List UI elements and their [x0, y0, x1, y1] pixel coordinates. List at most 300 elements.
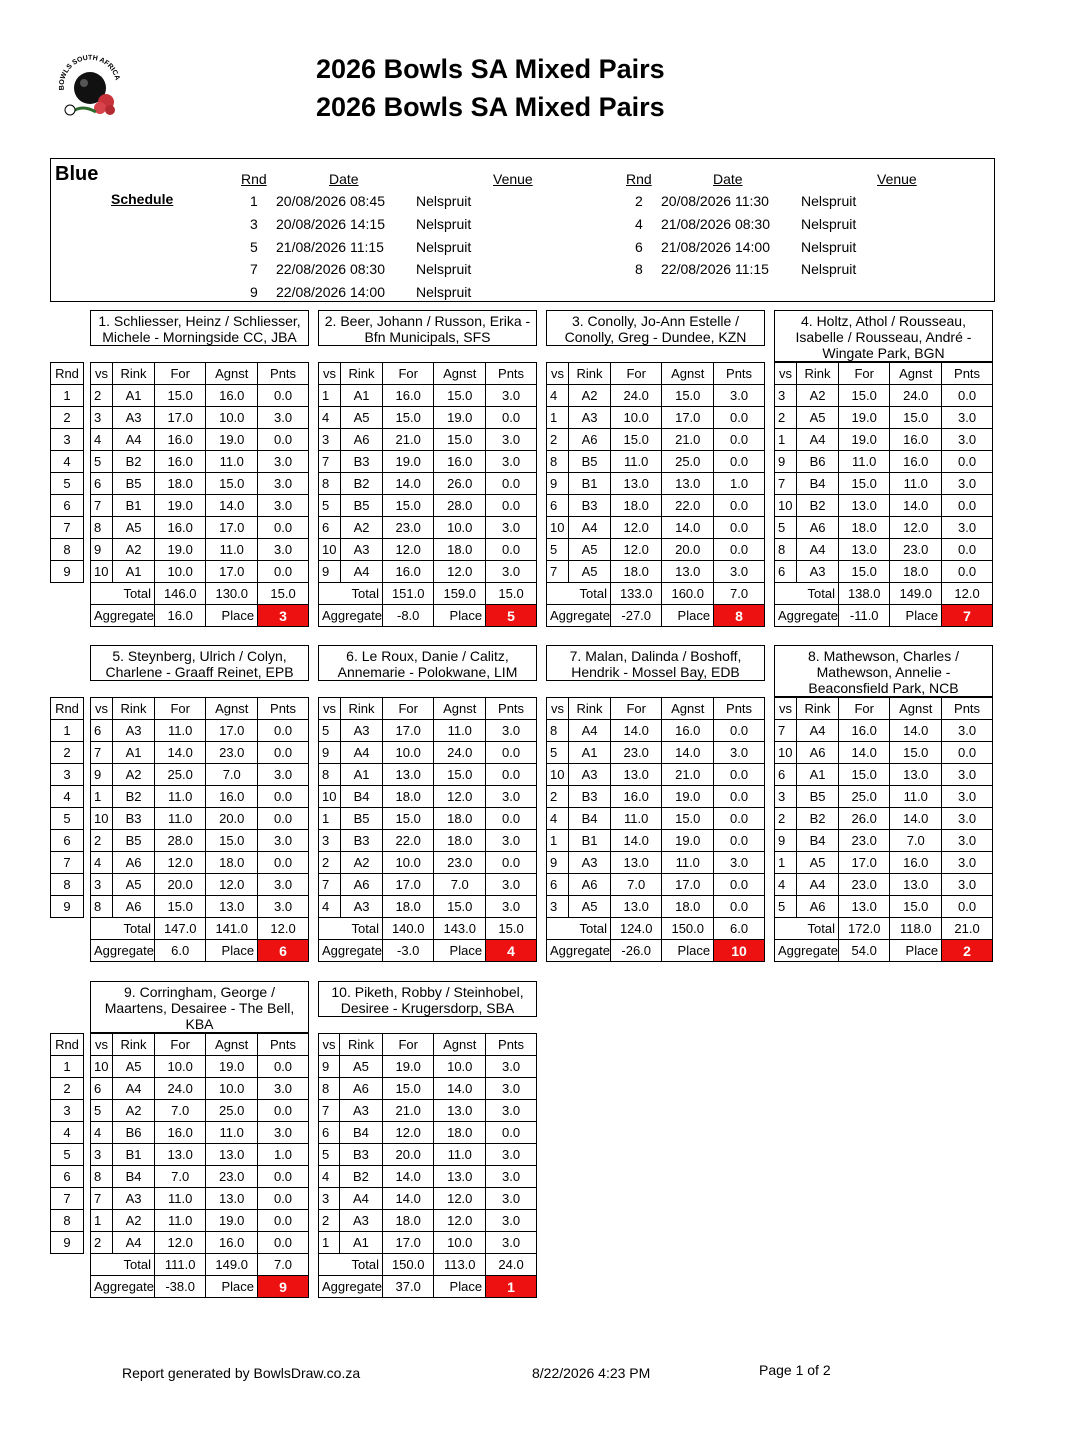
vs-cell: 10 — [319, 786, 341, 808]
for-cell: 15.0 — [611, 429, 662, 451]
aggregate-label: Aggregate — [319, 1276, 383, 1298]
rink-cell: A4 — [341, 742, 383, 764]
agnst-header: Agnst — [662, 698, 714, 720]
aggregate-row — [319, 1276, 537, 1298]
rink-cell: A5 — [569, 896, 611, 918]
vs-cell: 3 — [547, 896, 569, 918]
rink-cell: B3 — [113, 808, 155, 830]
pnts-cell: 0.0 — [258, 852, 309, 874]
table-row — [91, 1144, 309, 1166]
rnd-cell: 8 — [51, 874, 84, 896]
rnd-cell: 7 — [51, 852, 84, 874]
total-for: 138.0 — [839, 583, 890, 605]
pnts-cell: 0.0 — [486, 539, 537, 561]
round-column — [50, 697, 84, 918]
vs-cell: 5 — [319, 495, 341, 517]
agnst-cell: 16.0 — [662, 720, 714, 742]
table-row — [319, 473, 537, 495]
aggregate-label: Aggregate — [775, 940, 839, 962]
team-name: 2. Beer, Johann / Russon, Erika - Bfn Municipals, SFS — [318, 310, 537, 346]
footer-page: Page 1 of 2 — [759, 1362, 831, 1378]
vs-cell: 10 — [319, 539, 341, 561]
table-row — [319, 896, 537, 918]
place-label: Place — [890, 940, 942, 962]
vs-cell: 6 — [319, 1122, 340, 1144]
agnst-header: Agnst — [434, 363, 486, 385]
agnst-cell: 11.0 — [206, 539, 258, 561]
vs-cell: 2 — [547, 786, 569, 808]
rink-header: Rink — [113, 1034, 155, 1056]
rink-cell: B1 — [569, 830, 611, 852]
schedule-box — [50, 158, 995, 302]
team-name: 3. Conolly, Jo-Ann Estelle / Conolly, Greg - Dundee, KZN — [546, 310, 765, 346]
for-cell: 24.0 — [155, 1078, 206, 1100]
total-label: Total — [319, 918, 383, 940]
vs-cell: 4 — [319, 407, 341, 429]
rink-cell: B5 — [113, 830, 155, 852]
rink-cell: B1 — [113, 495, 155, 517]
for-cell: 16.0 — [155, 1122, 206, 1144]
for-cell: 15.0 — [839, 385, 890, 407]
vs-cell: 6 — [775, 764, 797, 786]
rink-cell: A4 — [113, 429, 155, 451]
agnst-cell: 14.0 — [662, 742, 714, 764]
pnts-cell: 3.0 — [258, 407, 309, 429]
for-cell: 26.0 — [839, 808, 890, 830]
rink-header: Rink — [797, 698, 839, 720]
agnst-cell: 14.0 — [434, 1078, 486, 1100]
for-cell: 25.0 — [839, 786, 890, 808]
agnst-cell: 18.0 — [662, 896, 714, 918]
schedule-date: 22/08/2026 08:30 — [276, 261, 385, 277]
rink-cell: A3 — [341, 539, 383, 561]
table-row — [775, 539, 993, 561]
rink-cell: A3 — [113, 1188, 155, 1210]
rink-cell: A6 — [569, 874, 611, 896]
vs-cell: 2 — [91, 385, 113, 407]
pnts-header: Pnts — [258, 363, 309, 385]
rink-cell: A5 — [339, 1056, 382, 1078]
vs-cell: 3 — [319, 830, 341, 852]
team-name: 10. Piketh, Robby / Steinhobel, Desiree - Krugersdorp, SBA — [318, 981, 537, 1017]
vs-header: vs — [319, 363, 341, 385]
total-for: 111.0 — [155, 1254, 206, 1276]
table-row — [91, 852, 309, 874]
for-header: For — [383, 363, 434, 385]
rnd-cell: 2 — [51, 407, 84, 429]
rink-cell: A1 — [113, 385, 155, 407]
vs-cell: 1 — [319, 385, 341, 407]
vs-cell: 7 — [91, 1188, 113, 1210]
for-cell: 11.0 — [611, 808, 662, 830]
pnts-cell: 3.0 — [942, 473, 993, 495]
vs-header: vs — [319, 698, 341, 720]
for-cell: 19.0 — [155, 539, 206, 561]
team-name: 1. Schliesser, Heinz / Schliesser, Michele - Morningside CC, JBA — [90, 310, 309, 346]
rink-cell: A6 — [797, 517, 839, 539]
total-agnst: 143.0 — [434, 918, 486, 940]
table-row — [547, 720, 765, 742]
rnd-header: Rnd — [51, 363, 84, 385]
agnst-header: Agnst — [434, 698, 486, 720]
table-row — [775, 429, 993, 451]
for-cell: 16.0 — [839, 720, 890, 742]
place-badge: 9 — [258, 1276, 309, 1298]
agnst-cell: 12.0 — [434, 561, 486, 583]
pnts-cell: 0.0 — [942, 495, 993, 517]
table-row — [91, 1188, 309, 1210]
agnst-cell: 21.0 — [662, 429, 714, 451]
vs-cell: 8 — [775, 539, 797, 561]
rnd-cell: 2 — [51, 1078, 84, 1100]
table-row — [91, 786, 309, 808]
rink-cell: B5 — [569, 451, 611, 473]
for-cell: 17.0 — [383, 1232, 434, 1254]
place-label: Place — [662, 940, 714, 962]
aggregate-row — [775, 940, 993, 962]
table-row — [319, 830, 537, 852]
vs-cell: 5 — [547, 539, 569, 561]
pnts-cell: 0.0 — [714, 830, 765, 852]
place-badge: 2 — [942, 940, 993, 962]
table-row — [91, 896, 309, 918]
total-row — [91, 1254, 309, 1276]
agnst-cell: 28.0 — [434, 495, 486, 517]
agnst-cell: 17.0 — [206, 720, 258, 742]
pnts-cell: 0.0 — [942, 742, 993, 764]
for-cell: 18.0 — [611, 495, 662, 517]
pnts-cell: 3.0 — [258, 1122, 309, 1144]
aggregate-value: -38.0 — [155, 1276, 206, 1298]
for-cell: 21.0 — [383, 429, 434, 451]
vs-cell: 3 — [775, 385, 797, 407]
agnst-cell: 16.0 — [890, 429, 942, 451]
vs-cell: 7 — [547, 561, 569, 583]
pnts-cell: 3.0 — [486, 1188, 537, 1210]
agnst-cell: 25.0 — [662, 451, 714, 473]
table-row — [91, 1210, 309, 1232]
agnst-cell: 18.0 — [434, 539, 486, 561]
vs-cell: 6 — [91, 720, 113, 742]
pnts-cell: 3.0 — [486, 874, 537, 896]
schedule-venue: Nelspruit — [801, 239, 857, 255]
for-cell: 11.0 — [611, 451, 662, 473]
agnst-cell: 12.0 — [206, 874, 258, 896]
for-cell: 19.0 — [155, 495, 206, 517]
agnst-cell: 12.0 — [434, 1210, 486, 1232]
pnts-cell: 3.0 — [714, 385, 765, 407]
rink-cell: A3 — [113, 720, 155, 742]
agnst-cell: 14.0 — [890, 808, 942, 830]
table-row — [319, 808, 537, 830]
rink-header: Rink — [569, 698, 611, 720]
total-pnts: 15.0 — [486, 583, 537, 605]
table-row — [91, 874, 309, 896]
aggregate-value: 6.0 — [155, 940, 206, 962]
rink-cell: A4 — [339, 1188, 382, 1210]
rink-cell: B1 — [113, 1144, 155, 1166]
vs-cell: 8 — [547, 451, 569, 473]
rnd-cell: 7 — [51, 1188, 84, 1210]
agnst-cell: 11.0 — [890, 786, 942, 808]
for-cell: 13.0 — [611, 473, 662, 495]
for-cell: 10.0 — [611, 407, 662, 429]
pnts-header: Pnts — [714, 698, 765, 720]
for-cell: 19.0 — [383, 451, 434, 473]
agnst-cell: 17.0 — [662, 874, 714, 896]
aggregate-value: -26.0 — [611, 940, 662, 962]
vs-cell: 5 — [547, 742, 569, 764]
vs-cell: 8 — [319, 1078, 340, 1100]
agnst-cell: 10.0 — [434, 1232, 486, 1254]
team-results-table — [318, 362, 537, 627]
total-label: Total — [547, 583, 611, 605]
rink-cell: B5 — [797, 786, 839, 808]
agnst-cell: 16.0 — [206, 786, 258, 808]
rnd-cell: 9 — [51, 896, 84, 918]
table-row — [319, 561, 537, 583]
pnts-header: Pnts — [486, 363, 537, 385]
vs-cell: 2 — [91, 1232, 113, 1254]
table-row — [319, 1232, 537, 1254]
pnts-cell: 3.0 — [942, 808, 993, 830]
team-name: 7. Malan, Dalinda / Boshoff, Hendrik - Mossel Bay, EDB — [546, 645, 765, 681]
agnst-header: Agnst — [206, 698, 258, 720]
pnts-cell: 0.0 — [258, 808, 309, 830]
vs-cell: 2 — [775, 808, 797, 830]
agnst-cell: 11.0 — [434, 1144, 486, 1166]
for-header: For — [611, 363, 662, 385]
table-row — [319, 385, 537, 407]
for-cell: 17.0 — [155, 407, 206, 429]
rink-cell: A6 — [113, 896, 155, 918]
rink-cell: B2 — [797, 808, 839, 830]
for-cell: 18.0 — [383, 786, 434, 808]
team-name: 6. Le Roux, Danie / Calitz, Annemarie - Polokwane, LIM — [318, 645, 537, 681]
team-results-table — [774, 362, 993, 627]
rnd-cell: 4 — [51, 786, 84, 808]
table-row — [547, 473, 765, 495]
agnst-cell: 7.0 — [434, 874, 486, 896]
total-label: Total — [319, 1254, 383, 1276]
for-cell: 17.0 — [383, 720, 434, 742]
for-cell: 14.0 — [611, 720, 662, 742]
agnst-header: Agnst — [434, 1034, 486, 1056]
pnts-cell: 3.0 — [714, 852, 765, 874]
table-row — [319, 764, 537, 786]
rink-cell: A3 — [341, 720, 383, 742]
rink-cell: B4 — [797, 473, 839, 495]
vs-cell: 1 — [775, 852, 797, 874]
vs-cell: 10 — [91, 561, 113, 583]
vs-cell: 5 — [319, 720, 341, 742]
bowls-sa-logo — [54, 50, 126, 124]
rink-cell: A6 — [113, 852, 155, 874]
for-cell: 7.0 — [155, 1166, 206, 1188]
aggregate-value: -3.0 — [383, 940, 434, 962]
agnst-cell: 21.0 — [662, 764, 714, 786]
schedule-venue: Nelspruit — [416, 239, 472, 255]
vs-cell: 9 — [319, 742, 341, 764]
pnts-cell: 3.0 — [714, 742, 765, 764]
agnst-cell: 22.0 — [662, 495, 714, 517]
pnts-cell: 0.0 — [486, 1122, 537, 1144]
agnst-cell: 16.0 — [890, 451, 942, 473]
total-pnts: 15.0 — [486, 918, 537, 940]
table-row — [547, 429, 765, 451]
schedule-venue: Nelspruit — [801, 193, 857, 209]
for-header: For — [383, 698, 434, 720]
agnst-cell: 18.0 — [206, 852, 258, 874]
agnst-cell: 11.0 — [434, 720, 486, 742]
schedule-label: Schedule — [111, 191, 174, 207]
pnts-cell: 3.0 — [486, 830, 537, 852]
aggregate-row — [91, 940, 309, 962]
schedule-header-rnd: Rnd — [626, 171, 652, 187]
pnts-cell: 3.0 — [258, 539, 309, 561]
total-agnst: 150.0 — [662, 918, 714, 940]
rnd-cell: 7 — [51, 517, 84, 539]
for-cell: 10.0 — [383, 852, 434, 874]
agnst-cell: 15.0 — [662, 385, 714, 407]
table-row — [319, 1144, 537, 1166]
rnd-cell: 6 — [51, 830, 84, 852]
table-row — [319, 1188, 537, 1210]
rnd-cell: 5 — [51, 1144, 84, 1166]
agnst-cell: 26.0 — [434, 473, 486, 495]
rink-cell: A3 — [341, 896, 383, 918]
for-cell: 23.0 — [839, 830, 890, 852]
report-subtitle: 2026 Bowls SA Mixed Pairs — [316, 92, 665, 122]
table-row — [775, 830, 993, 852]
total-row — [319, 583, 537, 605]
pnts-cell: 0.0 — [258, 1232, 309, 1254]
for-cell: 18.0 — [383, 896, 434, 918]
svg-text:BOWLS SOUTH AFRICA: BOWLS SOUTH AFRICA — [58, 54, 121, 91]
agnst-cell: 23.0 — [206, 1166, 258, 1188]
agnst-cell: 15.0 — [434, 764, 486, 786]
rnd-cell: 1 — [51, 385, 84, 407]
team-results-table — [90, 362, 309, 627]
for-header: For — [383, 1034, 434, 1056]
agnst-header: Agnst — [206, 1034, 258, 1056]
for-cell: 16.0 — [611, 786, 662, 808]
place-label: Place — [206, 1276, 258, 1298]
vs-cell: 2 — [319, 852, 341, 874]
total-pnts: 12.0 — [258, 918, 309, 940]
pnts-cell: 3.0 — [486, 1144, 537, 1166]
pnts-cell: 3.0 — [942, 720, 993, 742]
agnst-cell: 16.0 — [206, 1232, 258, 1254]
table-row — [319, 407, 537, 429]
agnst-cell: 12.0 — [434, 786, 486, 808]
place-label: Place — [434, 1276, 486, 1298]
pnts-cell: 0.0 — [486, 852, 537, 874]
for-cell: 18.0 — [611, 561, 662, 583]
vs-cell: 2 — [775, 407, 797, 429]
table-row — [319, 874, 537, 896]
rink-cell: A4 — [341, 561, 383, 583]
pnts-cell: 0.0 — [258, 561, 309, 583]
pnts-cell: 0.0 — [486, 473, 537, 495]
pnts-cell: 3.0 — [486, 385, 537, 407]
for-cell: 14.0 — [839, 742, 890, 764]
pnts-cell: 3.0 — [486, 896, 537, 918]
vs-cell: 6 — [91, 473, 113, 495]
total-label: Total — [319, 583, 383, 605]
total-label: Total — [91, 918, 155, 940]
for-cell: 15.0 — [839, 561, 890, 583]
vs-cell: 7 — [91, 742, 113, 764]
total-pnts: 7.0 — [714, 583, 765, 605]
total-for: 151.0 — [383, 583, 434, 605]
rink-cell: A5 — [797, 407, 839, 429]
table-row — [775, 451, 993, 473]
table-row — [319, 786, 537, 808]
pnts-cell: 3.0 — [942, 786, 993, 808]
pnts-cell: 0.0 — [486, 808, 537, 830]
table-row — [319, 1210, 537, 1232]
for-cell: 11.0 — [155, 720, 206, 742]
aggregate-label: Aggregate — [547, 940, 611, 962]
table-row — [775, 896, 993, 918]
total-row — [775, 583, 993, 605]
place-badge: 7 — [942, 605, 993, 627]
pnts-cell: 3.0 — [258, 451, 309, 473]
schedule-date: 21/08/2026 11:15 — [276, 239, 384, 255]
table-row — [91, 830, 309, 852]
rink-cell: A6 — [569, 429, 611, 451]
for-cell: 20.0 — [155, 874, 206, 896]
schedule-rnd: 1 — [250, 193, 258, 209]
agnst-cell: 15.0 — [434, 429, 486, 451]
for-header: For — [611, 698, 662, 720]
pnts-cell: 3.0 — [486, 1056, 537, 1078]
vs-cell: 3 — [319, 429, 341, 451]
pnts-cell: 0.0 — [258, 1056, 309, 1078]
for-cell: 14.0 — [611, 830, 662, 852]
total-pnts: 21.0 — [942, 918, 993, 940]
rink-cell: A4 — [569, 517, 611, 539]
pnts-cell: 3.0 — [486, 1210, 537, 1232]
team-results-table — [318, 697, 537, 962]
total-agnst: 118.0 — [890, 918, 942, 940]
agnst-cell: 23.0 — [434, 852, 486, 874]
table-row — [775, 473, 993, 495]
pnts-header: Pnts — [714, 363, 765, 385]
rink-cell: B2 — [341, 473, 383, 495]
for-cell: 12.0 — [383, 539, 434, 561]
table-row — [91, 473, 309, 495]
vs-cell: 7 — [319, 1100, 340, 1122]
rink-cell: B5 — [113, 473, 155, 495]
vs-cell: 1 — [319, 808, 341, 830]
for-cell: 18.0 — [839, 517, 890, 539]
table-row — [547, 830, 765, 852]
aggregate-value: -27.0 — [611, 605, 662, 627]
aggregate-label: Aggregate — [91, 940, 155, 962]
rink-header: Rink — [341, 363, 383, 385]
total-pnts: 24.0 — [486, 1254, 537, 1276]
vs-cell: 10 — [775, 495, 797, 517]
table-row — [775, 561, 993, 583]
for-header: For — [839, 698, 890, 720]
agnst-cell: 15.0 — [890, 896, 942, 918]
table-row — [91, 561, 309, 583]
pnts-cell: 3.0 — [714, 561, 765, 583]
table-row — [547, 495, 765, 517]
for-cell: 13.0 — [839, 896, 890, 918]
